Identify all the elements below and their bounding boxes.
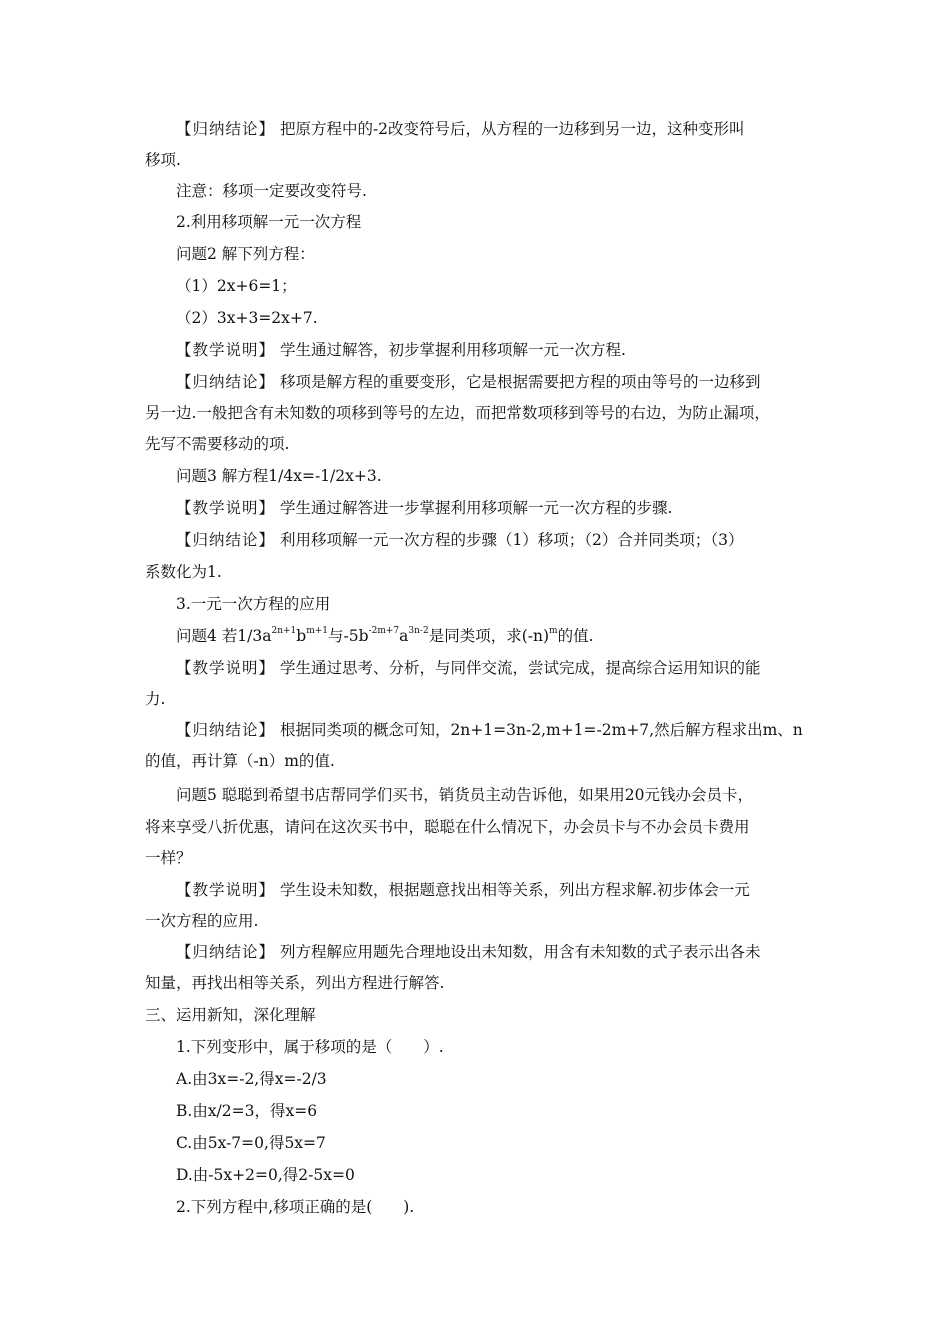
conclusion-paragraph-line (176, 942, 760, 962)
conclusion-paragraph-line (176, 720, 803, 740)
question-text: 问题3 解方程1/4x=-1/2x+3. (176, 467, 382, 485)
option-text: A.由3x=-2,得x=-2/3 (176, 1070, 327, 1088)
question-text: b (296, 627, 307, 645)
paragraph-text: 根据同类项的概念可知，2n+1=3n-2,m+1=-2m+7,然后解方程求出m、n (275, 721, 803, 739)
paragraph-text: 知量，再找出相等关系，列出方程进行解答. (145, 974, 445, 992)
question-line (176, 626, 594, 646)
paragraph-text: 列方程解应用题先合理地设出未知数，用含有未知数的式子表示出各未 (275, 943, 761, 961)
paragraph-text: 注意：移项一定要改变符号. (176, 182, 367, 200)
question-text: 1.下列变形中，属于移项的是（ ）. (176, 1038, 444, 1056)
teaching-note-line (176, 880, 750, 900)
paragraph-line (145, 911, 258, 931)
option-text: B.由x/2=3，得x=6 (176, 1102, 318, 1120)
question-text: a (399, 627, 409, 645)
note-line (176, 181, 367, 201)
exercise-option (176, 1069, 327, 1089)
section-heading (176, 212, 361, 232)
paragraph-line (145, 403, 770, 423)
paragraph-line (145, 973, 444, 993)
option-text: C.由5x-7=0,得5x=7 (176, 1134, 326, 1152)
equation-text: （1）2x+6=1； (176, 277, 297, 295)
paragraph-line (145, 150, 181, 170)
paragraph-text: 先写不需要移动的项. (145, 435, 290, 453)
teaching-note-line (176, 498, 672, 518)
paragraph-line (145, 562, 222, 582)
conclusion-tag: 【归纳结论】 (176, 373, 276, 391)
conclusion-paragraph-line (176, 530, 744, 550)
conclusion-paragraph-line (176, 119, 745, 139)
conclusion-tag: 【归纳结论】 (176, 531, 276, 549)
question-text: 的值. (557, 627, 594, 645)
paragraph-text: 另一边.一般把含有未知数的项移到等号的左边，而把常数项移到等号的右边，为防止漏项， (145, 404, 770, 422)
exercise-option (176, 1133, 326, 1153)
teaching-note-line (176, 658, 760, 678)
question-line (176, 785, 753, 805)
superscript: m (549, 626, 558, 636)
exercise-question (176, 1037, 444, 1057)
conclusion-tag: 【归纳结论】 (176, 943, 276, 961)
paragraph-text: 的值，再计算（-n）m的值. (145, 752, 335, 770)
paragraph-line (145, 434, 289, 454)
paragraph-text: 学生设未知数，根据题意找出相等关系，列出方程求解.初步体会一元 (275, 881, 750, 899)
exercise-option (176, 1165, 355, 1185)
exercise-question (176, 1197, 414, 1217)
question-text: 与-5b (328, 627, 369, 645)
conclusion-tag: 【归纳结论】 (176, 721, 276, 739)
teaching-tag: 【教学说明】 (176, 499, 276, 517)
paragraph-text: 一次方程的应用. (145, 912, 259, 930)
paragraph-line (145, 848, 192, 868)
paragraph-line (145, 751, 335, 771)
paragraph-text: 学生通过思考、分析，与同伴交流，尝试完成，提高综合运用知识的能 (275, 659, 761, 677)
paragraph-text: 移项是解方程的重要变形，它是根据需要把方程的项由等号的一边移到 (275, 373, 761, 391)
equation-text: （2）3x+3=2x+7. (176, 309, 318, 327)
paragraph-text: 移项. (145, 151, 181, 169)
exercise-option (176, 1101, 317, 1121)
paragraph-line (145, 689, 165, 709)
superscript: 2n+1 (271, 626, 297, 636)
equation-line (176, 308, 318, 328)
question-text: 问题5 聪聪到希望书店帮同学们买书，销货员主动告诉他，如果用20元钱办会员卡， (176, 786, 754, 804)
heading-text: 三、运用新知，深化理解 (145, 1006, 316, 1024)
section-heading (176, 594, 330, 614)
teaching-tag: 【教学说明】 (176, 659, 276, 677)
section-heading (145, 1005, 316, 1025)
heading-text: 3.一元一次方程的应用 (176, 595, 331, 613)
conclusion-tag: 【归纳结论】 (176, 120, 276, 138)
conclusion-paragraph-line (176, 372, 760, 392)
question-text: 2.下列方程中,移项正确的是( ). (176, 1198, 415, 1216)
question-line (176, 466, 382, 486)
paragraph-text: 学生通过解答，初步掌握利用移项解一元一次方程. (275, 341, 626, 359)
question-text: 问题4 若1/3a (176, 627, 272, 645)
question-line (176, 244, 315, 264)
paragraph-text: 学生通过解答进一步掌握利用移项解一元一次方程的步骤. (275, 499, 673, 517)
question-text: 是同类项，求(-n) (428, 627, 550, 645)
teaching-tag: 【教学说明】 (176, 341, 276, 359)
paragraph-line (145, 817, 750, 837)
superscript: -2m+7 (368, 626, 400, 636)
heading-text: 2.利用移项解一元一次方程 (176, 213, 362, 231)
paragraph-text: 系数化为1. (145, 563, 222, 581)
superscript: 3n-2 (408, 626, 429, 636)
paragraph-text: 利用移项解一元一次方程的步骤（1）移项；（2）合并同类项；（3） (275, 531, 744, 549)
paragraph-text: 一样？ (145, 849, 192, 867)
superscript: m+1 (306, 626, 329, 636)
paragraph-text: 将来享受八折优惠，请问在这次买书中，聪聪在什么情况下，办会员卡与不办会员卡费用 (145, 818, 750, 836)
paragraph-text: 把原方程中的-2改变符号后，从方程的一边移到另一边，这种变形叫 (275, 120, 745, 138)
question-text: 问题2 解下列方程： (176, 245, 315, 263)
equation-line (176, 276, 297, 296)
paragraph-text: 力. (145, 690, 166, 708)
teaching-tag: 【教学说明】 (176, 881, 276, 899)
option-text: D.由-5x+2=0,得2-5x=0 (176, 1166, 355, 1184)
teaching-note-line (176, 340, 626, 360)
